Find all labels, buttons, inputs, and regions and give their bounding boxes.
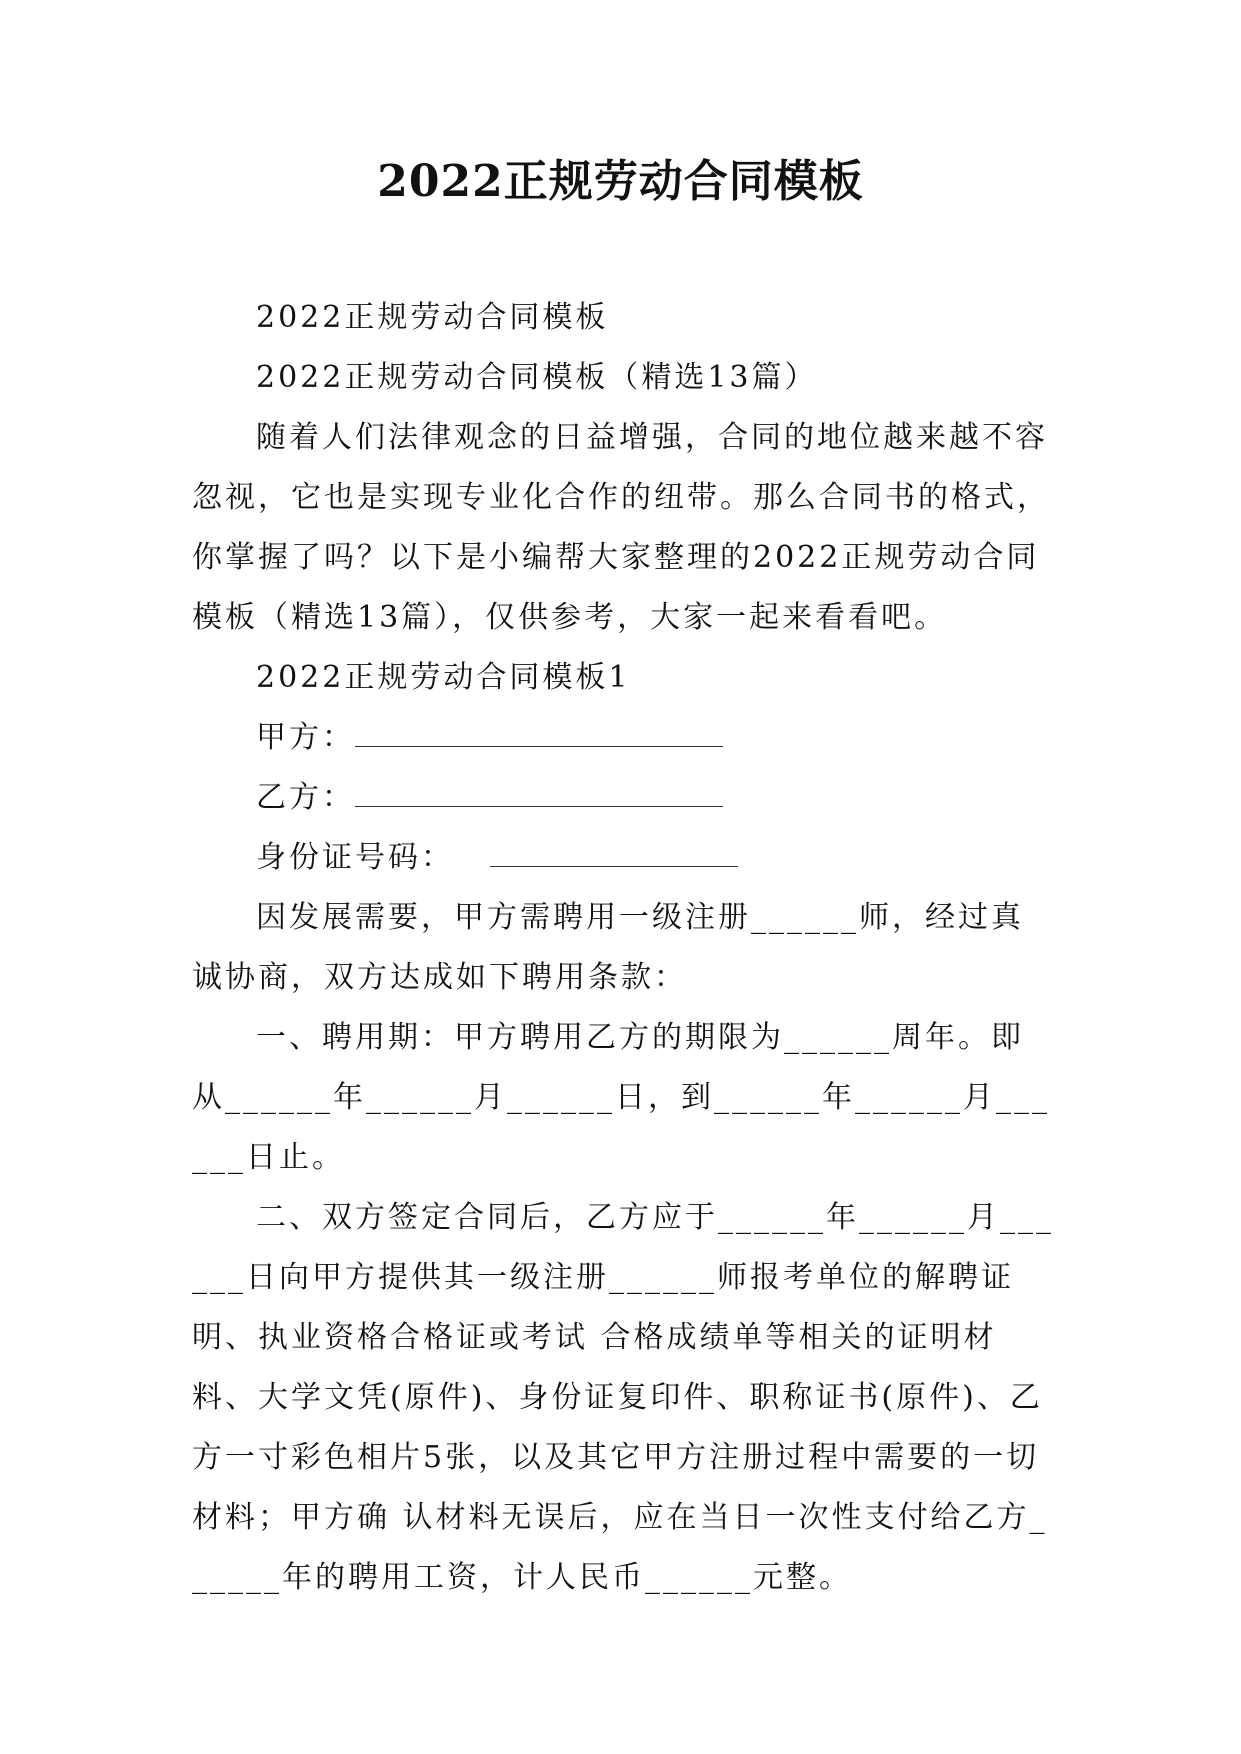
id-number-field bbox=[192, 828, 1054, 888]
document-body bbox=[192, 288, 1054, 1608]
party-b-field bbox=[192, 768, 1054, 828]
paragraph-intro: 随着人们法律观念的日益增强，合同的地位越来越不容忽视，它也是实现专业化合作的纽带。那么合同书的格式，你掌握了吗？以下是小编帮大家整理的2022正规劳动合同模板（精选13篇），仅供参考，大家一起来看看吧。 bbox=[192, 420, 1050, 635]
document-title: 2022正规劳动合同模板 bbox=[377, 156, 864, 207]
party-b-label: 乙方： bbox=[256, 780, 355, 815]
party-b-blank bbox=[355, 780, 723, 807]
id-number-label: 身份证号码： bbox=[256, 840, 454, 875]
paragraph-purpose: 因发展需要，甲方需聘用一级注册______师，经过真诚协商，双方达成如下聘用条款： bbox=[192, 900, 1024, 995]
paragraph-obligations: 二、双方签定合同后，乙方应于______年______月______日向甲方提供其一级注册______师报考单位的解聘证明、执业资格合格证或考试 合格成绩单等相关的证明材料、大学文凭(原件)、身份证复印件、职称证书(原件)、乙方一寸彩色相片5张，以及其它甲方注册过程中需要的一切材料；甲方确 认材料无误后，应在当日一次性支付给乙方______年的聘用工资，计人民币______元整。 bbox=[192, 1200, 1054, 1595]
paragraph-term: 一、聘用期：甲方聘用乙方的期限为______周年。即从______年______月______日，到______年______月______日止。 bbox=[192, 1020, 1050, 1175]
party-a-field bbox=[192, 708, 1054, 768]
id-number-blank bbox=[490, 840, 738, 867]
paragraph-subheading: 2022正规劳动合同模板（精选13篇） bbox=[256, 360, 818, 395]
party-a-blank bbox=[355, 720, 723, 747]
paragraph-heading: 2022正规劳动合同模板 bbox=[256, 300, 609, 335]
party-a-label: 甲方： bbox=[256, 720, 355, 755]
paragraph-contract-title: 2022正规劳动合同模板1 bbox=[256, 660, 631, 695]
